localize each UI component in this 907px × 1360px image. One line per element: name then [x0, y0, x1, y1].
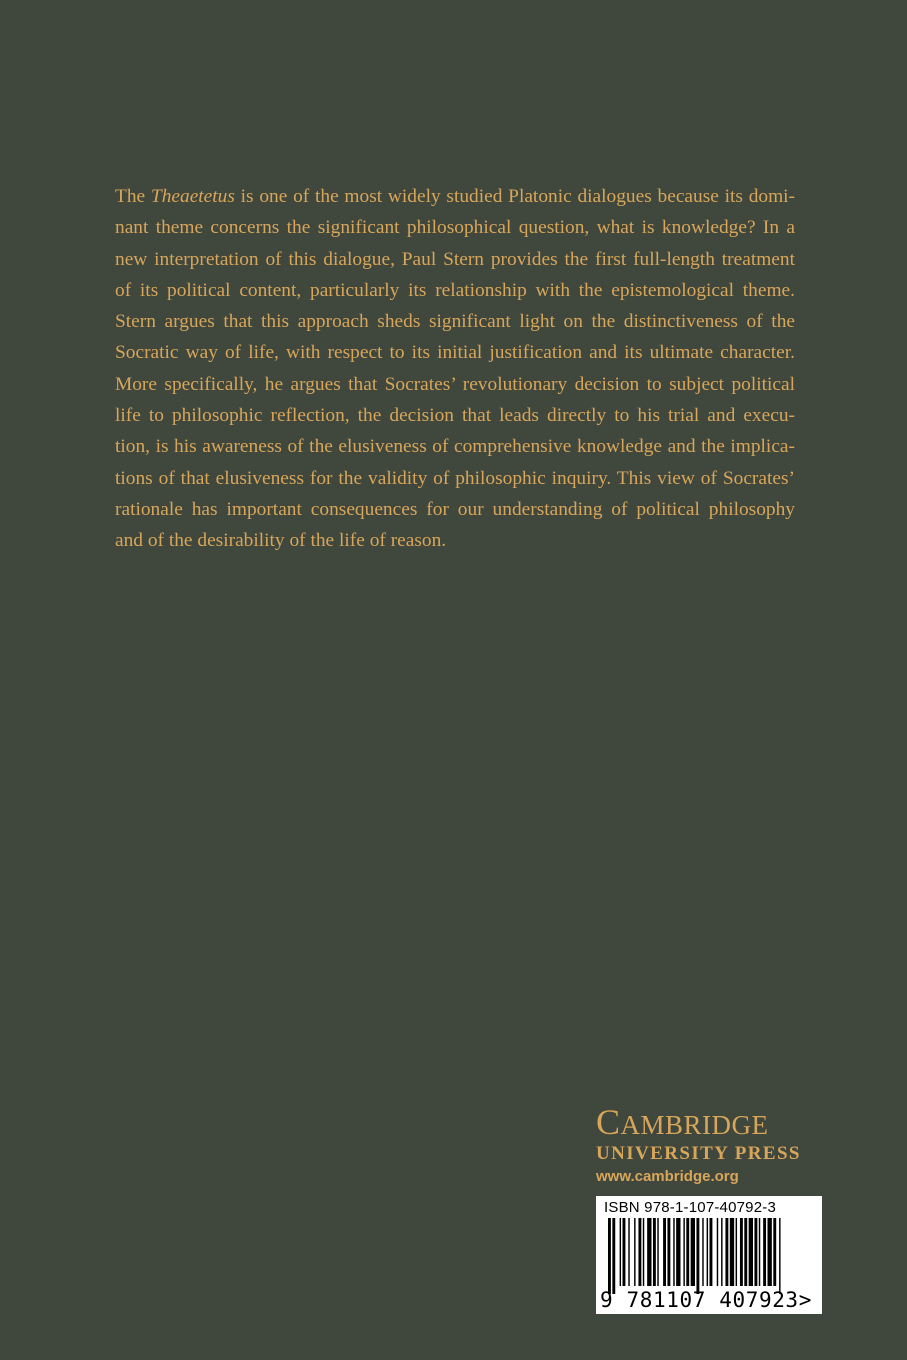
barcode-bar	[647, 1218, 651, 1286]
barcode-bar	[749, 1218, 753, 1286]
barcode-bar	[683, 1218, 684, 1286]
blurb-line: rationale has important consequences for our understanding of political philosophy	[115, 498, 795, 520]
barcode-bar	[710, 1218, 713, 1286]
publisher-url: www.cambridge.org	[596, 1168, 739, 1185]
barcode-bar	[702, 1218, 703, 1286]
barcode-bar	[773, 1218, 776, 1286]
barcode-bar	[740, 1218, 743, 1286]
barcode-bar	[721, 1218, 722, 1286]
blurb-line: Stern argues that this approach sheds significant light on the distinctiveness of the	[115, 311, 795, 333]
blurb-line: tion, is his awareness of the elusiveness of comprehensive knowledge and the implica-	[115, 436, 795, 458]
barcode-bar	[730, 1218, 734, 1286]
blurb-line: Socratic way of life, with respect to its initial justification and its ultimate character.	[115, 342, 795, 364]
back-cover-blurb	[115, 181, 795, 557]
barcode-bar	[707, 1218, 708, 1286]
publisher-subtitle: UNIVERSITY PRESS	[596, 1143, 801, 1164]
barcode-bar	[643, 1218, 644, 1286]
barcode-bar	[608, 1218, 611, 1294]
barcode-bar	[763, 1218, 766, 1286]
barcode-bar	[634, 1218, 635, 1286]
publisher-logo	[596, 1104, 824, 1189]
blurb-line: life to philosophic reflection, the decision that leads directly to his trial and execu-	[115, 405, 795, 427]
barcode-bar	[691, 1218, 695, 1286]
barcode-bar	[620, 1218, 621, 1286]
barcode-bar	[779, 1218, 780, 1294]
barcode-bar	[663, 1218, 666, 1286]
barcode-bar	[725, 1218, 728, 1286]
blurb-line: and of the desirability of the life of reason.	[115, 530, 447, 552]
barcode-bar	[676, 1218, 680, 1286]
barcode-bar	[768, 1218, 772, 1286]
isbn-label: ISBN 978-1-107-40792-3	[604, 1199, 777, 1216]
barcode-bar	[628, 1218, 629, 1286]
blurb-line: new interpretation of this dialogue, Paul Stern provides the first full-length treatment	[115, 248, 795, 270]
barcode-bar	[612, 1218, 615, 1294]
blurb-line: tions of that elusiveness for the validity of philosophic inquiry. This view of Socrates’	[115, 467, 795, 489]
barcode-bar	[657, 1218, 658, 1286]
barcode-bar	[653, 1218, 656, 1286]
barcode-bar	[696, 1218, 699, 1294]
barcode-bar	[744, 1218, 747, 1286]
barcode-bar	[754, 1218, 757, 1286]
barcode-bar	[717, 1218, 718, 1286]
barcode-bar	[623, 1218, 626, 1286]
barcode-bar	[736, 1218, 737, 1286]
book-title-italic: Theaetetus	[150, 186, 235, 207]
barcode-digits: 9 781107 407923>	[600, 1288, 812, 1312]
barcode-bar	[673, 1218, 674, 1286]
blurb-line: More specifically, he argues that Socrates’ revolutionary decision to subject political	[115, 373, 795, 395]
blurb-line: The Theaetetus is one of the most widely studied Platonic dialogues because its domi-	[115, 186, 796, 207]
publisher-name: CAMBRIDGE	[596, 1102, 769, 1142]
blurb-line: nant theme concerns the significant philosophical question, what is knowledge? In a	[115, 217, 795, 239]
blurb-line: of its political content, particularly its relationship with the epistemological theme.	[115, 279, 795, 301]
barcode-bar	[686, 1218, 689, 1286]
barcode-bar	[638, 1218, 641, 1286]
barcode-bar	[759, 1218, 760, 1286]
barcode-bar	[667, 1218, 670, 1286]
isbn-barcode	[596, 1196, 822, 1314]
